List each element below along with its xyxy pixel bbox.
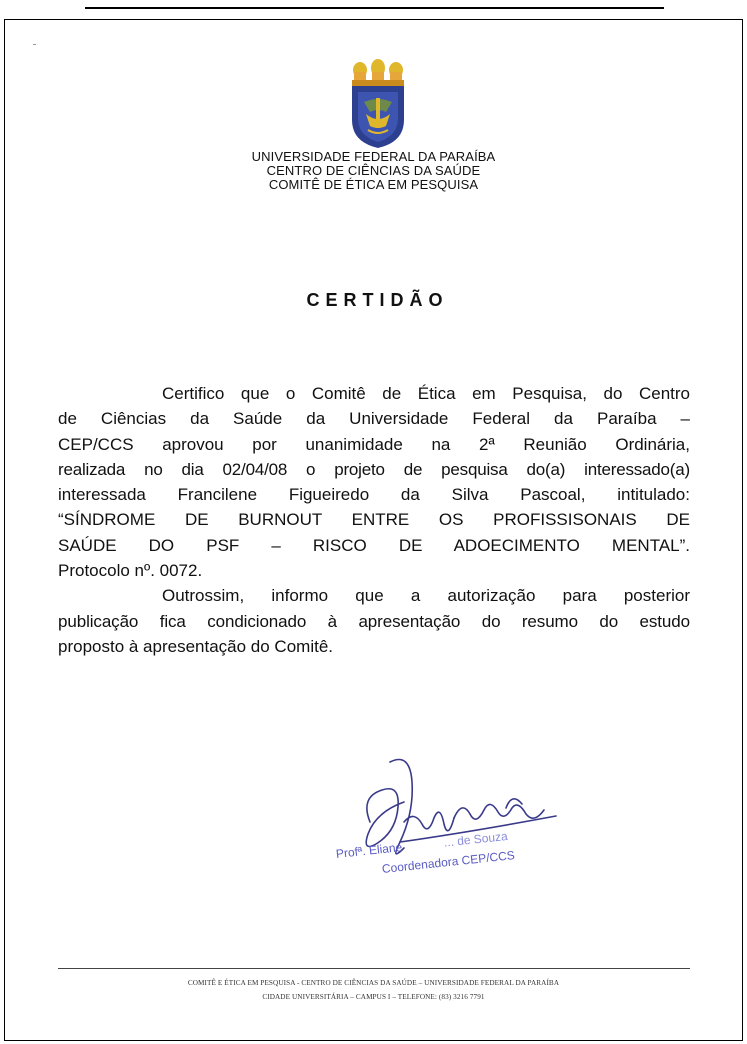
body-line: interessada Francilene Figueiredo da Silva Pascoal, intitulado: (58, 485, 690, 505)
stamp-name-tail: ... de Souza (443, 829, 509, 850)
certificate-body (58, 381, 690, 659)
body-line: proposto à apresentação do Comitê. (58, 636, 334, 656)
scan-speck (33, 44, 36, 45)
institution-header (0, 150, 747, 192)
stamp-name-start: Profª. Eliane (335, 840, 403, 861)
paragraph-certification (58, 381, 690, 583)
footer (0, 976, 747, 1004)
body-line: Certifico que o Comitê de Ética em Pesquisa, do Centro (162, 384, 690, 403)
body-line-protocol: Protocolo nº. 0072. (58, 561, 203, 581)
body-line: “SÍNDROME DE BURNOUT ENTRE OS PROFISSISONAIS DE (58, 510, 690, 530)
university-emblem-icon (346, 58, 410, 150)
footer-address-line: COMITÊ E ÉTICA EM PESQUISA - CENTRO DE CIÊNCIAS DA SAÚDE – UNIVERSIDADE FEDERAL DA PARAÍBA (187, 979, 560, 987)
header-committee: COMITÊ DE ÉTICA EM PESQUISA (268, 177, 479, 192)
header-center: CENTRO DE CIÊNCIAS DA SAÚDE (266, 163, 481, 178)
body-line: SAÚDE DO PSF – RISCO DE ADOECIMENTO MENTAL”. (58, 535, 690, 555)
body-line: publicação fica condicionado à apresentação do resumo do estudo (58, 611, 690, 631)
top-border-rule (85, 7, 664, 9)
footer-rule (58, 968, 690, 969)
document-title: CERTIDÃO (306, 290, 449, 310)
body-line: realizada no dia 02/04/08 o projeto de pesquisa do(a) interessado(a) (58, 459, 690, 479)
stamp-role: Coordenadora CEP/CCS (381, 848, 516, 876)
footer-contact-line: CIDADE UNIVERSITÁRIA – CAMPUS I – TELEFONE: (83) 3216 7791 (262, 993, 485, 1001)
paragraph-authorization (58, 583, 690, 659)
body-line: CEP/CCS aprovou por unanimidade na 2ª Reunião Ordinária, (58, 434, 690, 454)
handwritten-signature (330, 752, 600, 892)
body-line: Outrossim, informo que a autorização para posterior (162, 586, 690, 606)
header-university: UNIVERSIDADE FEDERAL DA PARAÍBA (251, 149, 496, 164)
body-line: de Ciências da Saúde da Universidade Federal da Paraíba – (58, 409, 690, 429)
